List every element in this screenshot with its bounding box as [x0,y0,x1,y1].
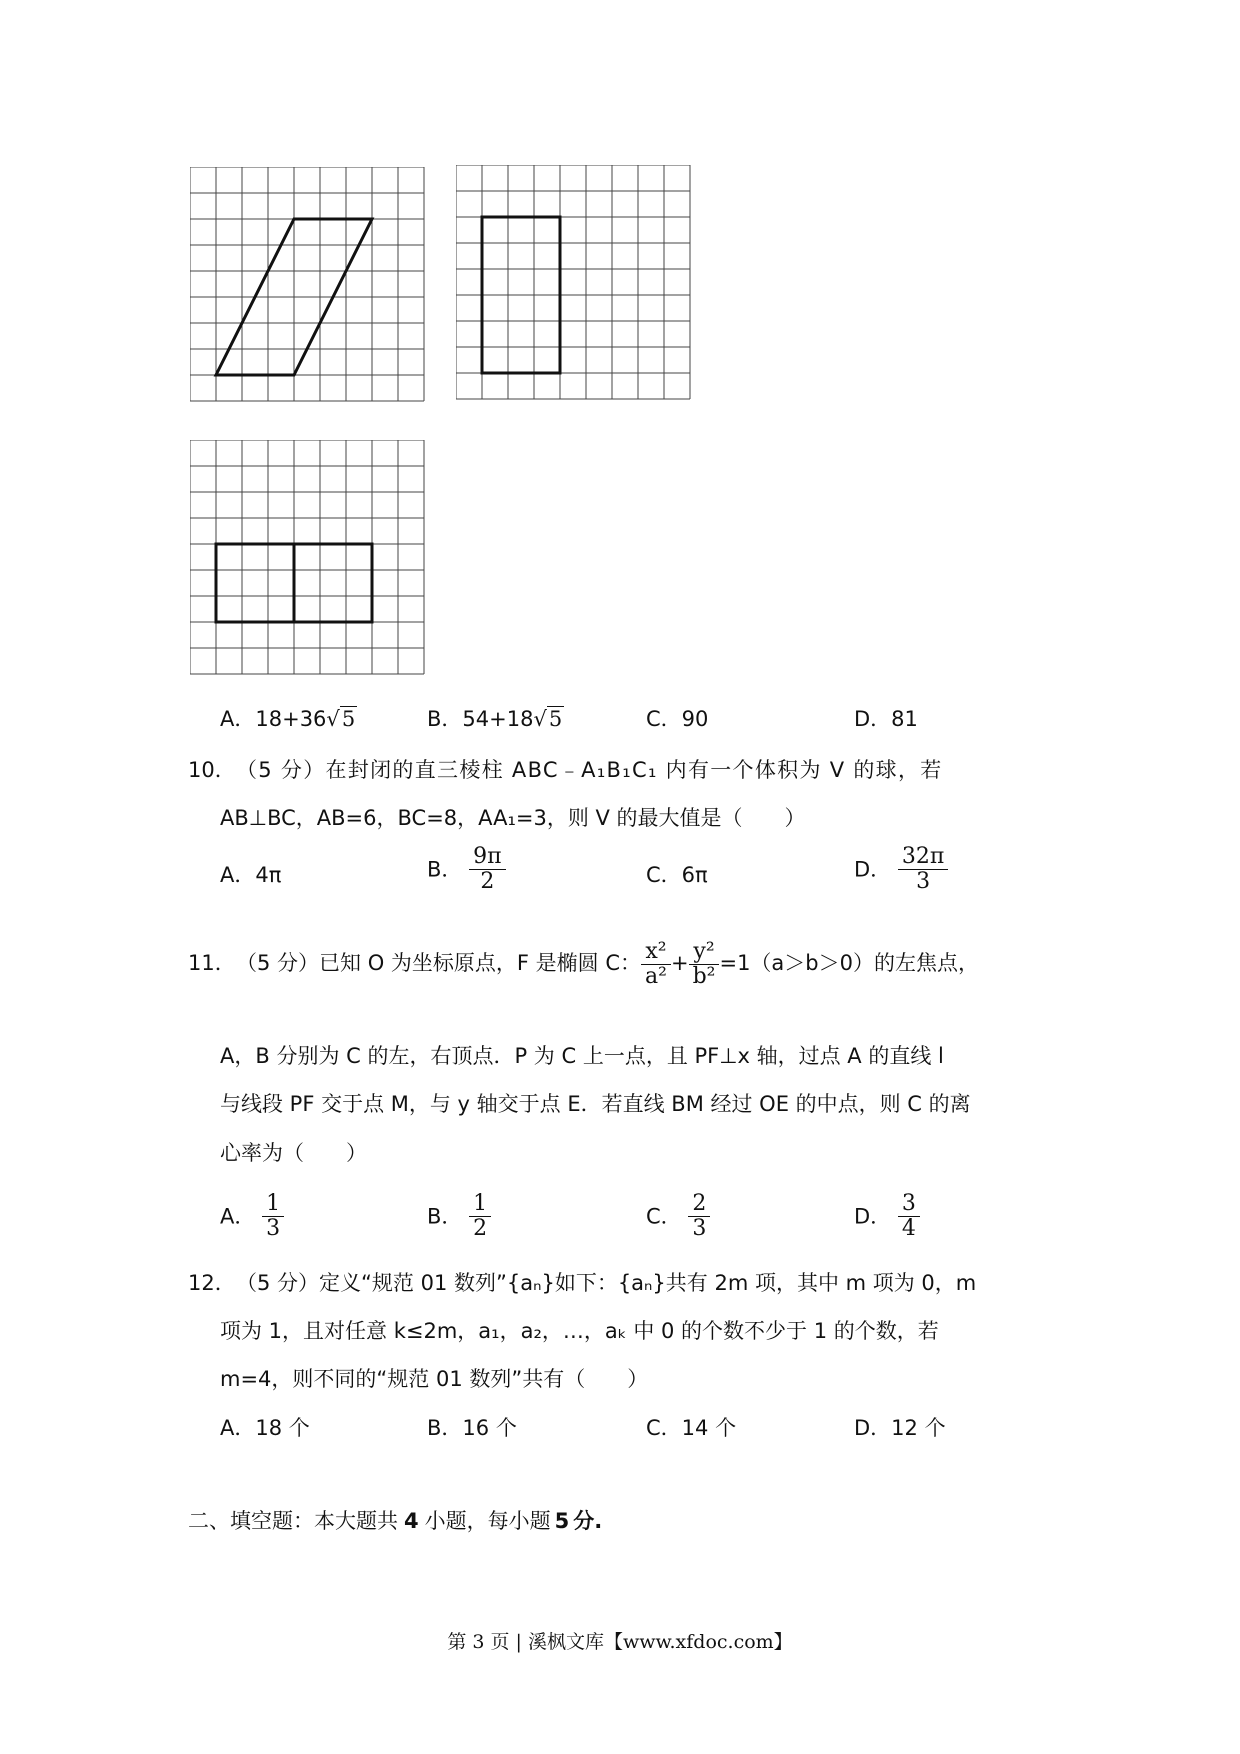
page-footer: 第 3 页 | 溪枫文库【www.xfdoc.com】 [447,1631,793,1653]
right-square-shape [294,544,372,622]
q11-option-d: D． $\frac{3}{4}$ [854,1192,920,1241]
q12-option-b: B．16 个 [427,1416,517,1440]
q11-option-a: A． $\frac{1}{3}$ [220,1192,284,1241]
sqrt-symbol: √5 [326,707,356,731]
q11-option-b: B． $\frac{1}{2}$ [427,1192,491,1241]
q12-option-c: C．14 个 [646,1416,737,1440]
fraction: $\frac{\text{y²}}{\text{b²}}$ [689,940,720,989]
left-square-shape [216,544,294,622]
fraction: $\frac{3}{4}$ [898,1192,920,1241]
q11-line-2: A，B 分别为 C 的左，右顶点．P 为 C 上一点，且 PF⊥x 轴，过点 A 的直线 l [220,1044,944,1068]
fraction: $\frac{1}{2}$ [469,1192,491,1241]
sqrt-symbol: √5 [533,707,563,731]
fraction: $\frac{1}{3}$ [262,1192,284,1241]
q9-option-b: B．54+18√5 [427,704,564,734]
q11-line-4: 心率为（ ） [220,1141,367,1165]
q12-option-a: A．18 个 [220,1416,310,1440]
top-view-figure [190,440,426,678]
q12-line-2: 项为 1，且对任意 k≤2m，a₁，a₂，…，aₖ 中 0 的个数不少于 1 的个数，若 [220,1319,939,1343]
q11-line-3: 与线段 PF 交于点 M，与 y 轴交于点 E．若直线 BM 经过 OE 的中点，则 C 的离 [220,1092,971,1116]
q10-option-d: D． $\frac{32\pi}{3}$ [854,845,948,894]
q9-option-d: D．81 [854,707,918,731]
q10-line-1: （5 分）在封闭的直三棱柱 ABC﹣A₁B₁C₁ 内有一个体积为 V 的球，若 [236,758,943,782]
q10-option-c: C．6π [646,863,708,887]
q12-number: 12． [188,1271,236,1295]
q11-option-c: C． $\frac{2}{3}$ [646,1192,710,1241]
q10-option-a: A．4π [220,863,282,887]
q12-line-1: （5 分）定义“规范 01 数列”{aₙ}如下：{aₙ}共有 2m 项，其中 m 项为 0，m [236,1271,977,1295]
q10-line-2: AB⊥BC，AB=6，BC=8，AA₁=3，则 V 的最大值是（ ） [220,806,806,830]
q12-line-3: m=4，则不同的“规范 01 数列”共有（ ） [220,1367,649,1391]
fraction: $\frac{9\pi}{2}$ [469,845,505,894]
fraction: $\frac{32\pi}{3}$ [898,845,948,894]
q11-line-1: （5 分）已知 O 为坐标原点，F 是椭圆 C： $\frac{\text{x²}}{\text{a²}}$ + $\frac{\text{y²}}{\text{b²}}$ =1（a＞b＞0）的左焦点， [236,938,979,989]
front-view-figure [190,167,426,405]
q9-option-c: C．90 [646,707,709,731]
side-view-figure [456,165,692,403]
q10-number: 10． [188,758,236,782]
fraction: $\frac{2}{3}$ [688,1192,710,1241]
q9-option-a: A．18+36√5 [220,704,357,734]
q12-option-d: D．12 个 [854,1416,946,1440]
section-heading: 二、填空题：本大题共 4 小题，每小题 5 分. [188,1509,603,1533]
q10-option-b: B． $\frac{9\pi}{2}$ [427,845,506,894]
q11-number: 11． [188,951,236,975]
fraction: $\frac{\text{x²}}{\text{a²}}$ [641,940,671,989]
